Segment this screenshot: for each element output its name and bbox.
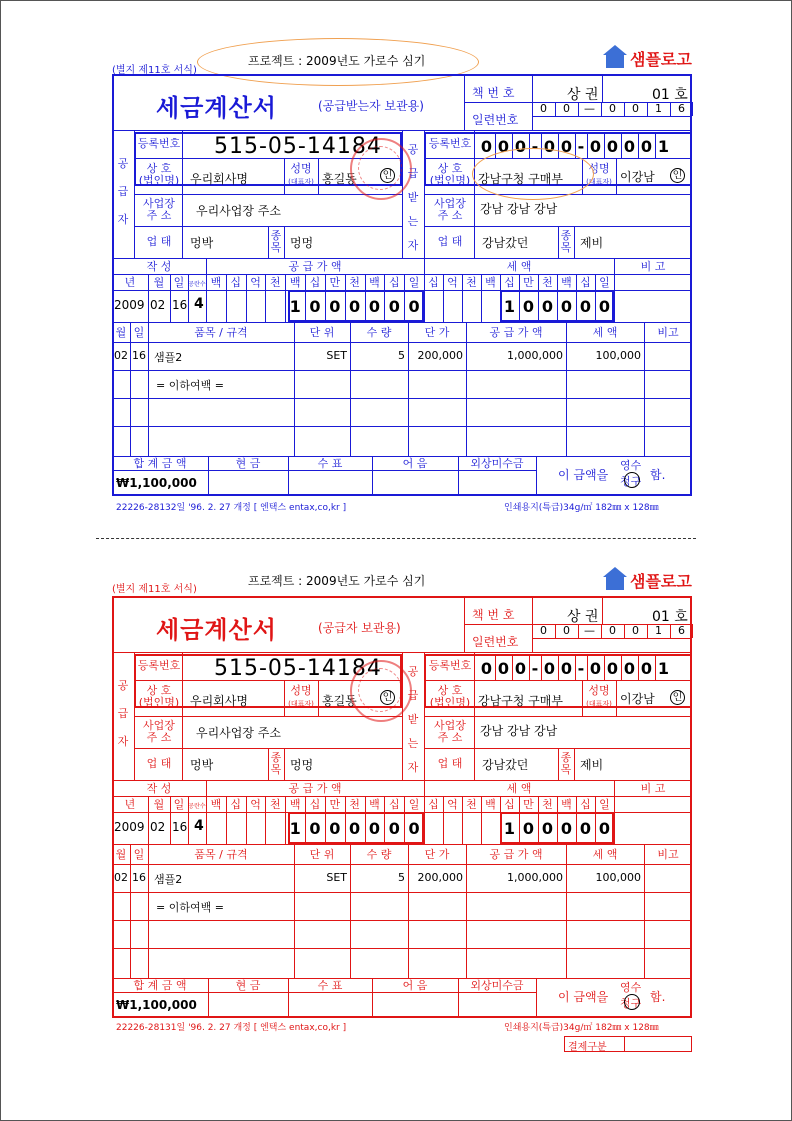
supply-digit: 0: [408, 819, 420, 838]
buyer-biz-item: 제비: [580, 236, 604, 250]
form-code: (별지 제11호 서식): [112, 584, 197, 595]
buyer-name: 강남구청 구매부: [478, 172, 563, 186]
serial-digit: —: [584, 102, 595, 115]
written-day: 16: [172, 820, 188, 834]
supplier-biz-item: 멍멍: [290, 236, 314, 250]
supply-digit: 0: [309, 819, 321, 838]
buyer-reg-digit: 0: [480, 137, 493, 156]
tax-digit: 1: [503, 297, 516, 316]
buyer-address: 강남 강남 강남: [480, 202, 558, 216]
supply-digit: 0: [368, 297, 381, 316]
buyer-reg-digit: 0: [497, 659, 510, 678]
tax-digit: 0: [522, 297, 535, 316]
item-day: 16: [132, 871, 146, 884]
buyer-reg-digit: 0: [589, 137, 602, 156]
footer-left: 22226-28132일 '96. 2. 27 개정 [ 엔택스 entax,co,kr ]: [116, 503, 347, 513]
serial-digit: 6: [678, 624, 685, 637]
payment-type-label: 결제구분: [568, 1042, 607, 1053]
tax-digit: 0: [579, 297, 592, 316]
buyer-reg-digit: 0: [543, 137, 556, 156]
buyer-reg-digit: 1: [657, 659, 670, 678]
receipt-text: 이 금액을: [558, 468, 609, 482]
written-year: 2009: [114, 820, 145, 834]
supplier-vertical-label: 공 급 자: [117, 679, 129, 748]
written-month: 02: [150, 820, 166, 834]
tax-digit: 0: [560, 297, 573, 316]
buyer-reg-digit: 0: [606, 137, 619, 156]
item-amount: 1,000,000: [507, 871, 563, 884]
copy-subtitle: (공급받는자 보관용): [318, 99, 424, 113]
supply-digit: 0: [388, 819, 400, 838]
item-price: 200,000: [417, 349, 463, 362]
tax-digit: 0: [541, 297, 554, 316]
supplier-biz-type: 멍박: [190, 236, 214, 250]
receipt-word-top: 영수: [620, 981, 642, 994]
tax-digit: 1: [503, 819, 516, 838]
supply-digit: 1: [289, 819, 301, 838]
receipt-text-end: 함.: [650, 990, 666, 1004]
supply-digit: 1: [289, 297, 301, 316]
footer-right: 인쇄용지(특급)34g/㎡ 182㎜ x 128㎜: [504, 503, 659, 513]
buyer-reg-digit: 0: [514, 659, 527, 678]
serial-digit: —: [584, 624, 595, 637]
serial-digit: 0: [540, 102, 547, 115]
logo-text: 샘플로고: [630, 572, 692, 591]
item-tax: 100,000: [595, 871, 641, 884]
supplier-address: 우리사업장 주소: [196, 726, 281, 740]
supply-digit: 0: [329, 297, 341, 316]
buyer-reg-digit: 0: [606, 659, 619, 678]
buyer-reg-digit: 0: [514, 137, 527, 156]
tax-digit: 0: [560, 819, 573, 838]
project-title: 프로젝트 : 2009년도 가로수 심기: [248, 574, 426, 588]
serial-digit: 0: [609, 624, 616, 637]
supply-digit: 0: [368, 819, 381, 838]
serial-digit: 0: [609, 102, 616, 115]
invoice-copy-supplier: 프로젝트 : 2009년도 가로수 심기 샘플로고 (별지 제11호 서식) 세금계산서 (공급자 보관용) 책 번 호 일련번호 상 권 01 호 0 0 — 0 0 1 6 공 급 자 등록번호 515-05-14184 상 호 (법인명) 우리회사명 성명 (대표자) 홍길동 인 사업장 주 소 우리사업장 주소 업 태 멍박 종 목 멍멍 공 급 받 는 자 등록번호 0 0 0 - 0 0 - 0 0 0 0 1 상 호 (법인명) 강남구청 구매부 성명 (대표자) 이강남 인 사업장 주 소 강남 강남 강남 업 태 강남갔던 종 목 제비 작 성 공 급 가 액 세 액 비 고 년 월 일 공란수 2009 02 16 4 백 십 억 천 백 1 십 0 만 0 천 0 백 0 십 0 일 0 십 억 천 백 십 1 만 0 천 0 백 0 십 0 일 0 월 일 품목 / 규격 단 위 수 량 단 가 공 급 가 액 세 액 비고 02 16 샘플2 SET 5 200,000 1,000,000 100,000 = 이하여백 = 합 계 금 액 현 금 수 표 어 음 외상미수금 ₩1,100,000 이 금액을 영수 청구 함. 22226-28131일 '96. 2. 27 개정 [ 엔택스 entax,co,kr ] 인쇄용지(특급)34g/㎡ 182㎜ x 128㎜ 결제구분: [112, 566, 692, 1056]
buyer-reg-digit: -: [577, 137, 585, 156]
receipt-word-bottom: 청구: [620, 997, 642, 1010]
serial-digit: 6: [678, 102, 685, 115]
buyer-reg-digit: -: [531, 137, 539, 156]
item-amount: 1,000,000: [507, 349, 563, 362]
buyer-vertical-label: 공 급 받 는 자: [407, 665, 419, 774]
footer-left: 22226-28131일 '96. 2. 27 개정 [ 엔택스 entax,co,kr ]: [116, 1023, 347, 1033]
serial-digit: 0: [563, 102, 570, 115]
item-unit: SET: [326, 349, 347, 362]
written-month: 02: [150, 298, 166, 312]
buyer-reg-digit: 0: [640, 659, 653, 678]
buyer-address: 강남 강남 강남: [480, 724, 558, 738]
tax-digit: 0: [579, 819, 592, 838]
supply-digit: 0: [408, 297, 420, 316]
supplier-biz-type: 멍박: [190, 758, 214, 772]
tax-digit: 0: [598, 819, 611, 838]
supplier-biz-item: 멍멍: [290, 758, 314, 772]
supplier-name: 우리회사명: [190, 172, 248, 186]
total-amount: ₩1,100,000: [116, 476, 197, 490]
receipt-text-end: 함.: [650, 468, 666, 482]
item-qty: 5: [398, 871, 405, 884]
project-title: 프로젝트 : 2009년도 가로수 심기: [248, 54, 426, 68]
supply-digit: 0: [349, 819, 361, 838]
buyer-biz-type: 강남갔던: [482, 236, 529, 250]
form-code: (별지 제11호 서식): [112, 65, 197, 76]
selected-circle-icon: [624, 472, 640, 488]
total-amount: ₩1,100,000: [116, 998, 197, 1012]
house-icon: [606, 54, 624, 68]
buyer-reg-digit: 0: [497, 137, 510, 156]
written-blank: 4: [194, 818, 204, 834]
supplier-name-label: 상 호 (법인명): [138, 162, 180, 187]
cut-line: [96, 538, 696, 539]
buyer-reg-digit: 0: [560, 659, 573, 678]
supplier-name: 우리회사명: [190, 694, 248, 708]
tax-digit: 0: [522, 819, 535, 838]
supply-digit: 0: [388, 297, 400, 316]
copy-subtitle: (공급자 보관용): [318, 621, 401, 635]
supplier-reg-no: 515-05-14184: [214, 134, 382, 159]
footer-right: 인쇄용지(특급)34g/㎡ 182㎜ x 128㎜: [504, 1023, 659, 1033]
invoice-copy-buyer: 프로젝트 : 2009년도 가로수 심기 샘플로고 (별지 제11호 서식) 세금계산서 (공급받는자 보관용) 책 번 호 일련번호 상 권 01 호 0 0 — 0 0 1 6 공 급 자 등록번호 515-05-14184 상 호 (법인명) 우리회사명 성명 (대표자) 홍길동 인 사업장 주 소 우리사업장 주소 업 태 멍박 종 목 멍멍 공 급 받 는 자 등록번호 0 0 0 - 0 0 - 0 0 0 0 1 상 호 (법인명) 강남구청 구매부 성명 (대표자) 이강남 인 사업장 주 소 강남 강남 강남 업 태 강남갔던 종 목 제비 작 성 공 급 가 액 세 액 비 고 년 월 일 공란수 2009 02 16 4 백 십 억 천 백 1 십 0 만 0 천 0 백 0 십 0 일 0 십 억 천 백 십 1 만 0 천 0 백 0 십 0 일 0 월 일 품목 / 규격 단 위 수 량 단 가 공 급 가 액 세 액 비고 02 16 샘플2 SET 5 200,000 1,000,000 100,000 = 이하여백 = 합 계 금 액 현 금 수 표 어 음 외상미수금 ₩1,100,000 이 금액을 영수 청구 함. 22226-28132일 '96. 2. 27 개정 [ 엔택스 entax,co,kr ] 인쇄용지(특급)34g/㎡ 182㎜ x 128㎜: [112, 44, 692, 514]
tax-digit: 0: [541, 819, 554, 838]
buyer-reg-digit: 0: [640, 137, 653, 156]
selected-circle-icon: [624, 994, 640, 1010]
item-day: 16: [132, 349, 146, 362]
supply-digit: 0: [309, 297, 321, 316]
supplier-vertical-label: 공 급 자: [117, 157, 129, 226]
invoice-title: 세금계산서: [156, 94, 277, 122]
item-name: = 이하여백 =: [156, 379, 224, 392]
written-day: 16: [172, 298, 188, 312]
supplier-reg-no: 515-05-14184: [214, 656, 382, 681]
buyer-reg-digit: 0: [589, 659, 602, 678]
buyer-reg-digit: 0: [623, 659, 636, 678]
buyer-reg-digit: 1: [657, 137, 670, 156]
supply-digit: 0: [349, 297, 361, 316]
item-month: 02: [114, 871, 128, 884]
receipt-word-top: 영수: [620, 459, 642, 472]
seal-mark: 인: [380, 168, 395, 183]
item-name: = 이하여백 =: [156, 901, 224, 914]
written-year: 2009: [114, 298, 145, 312]
item-qty: 5: [398, 349, 405, 362]
buyer-reg-digit: 0: [560, 137, 573, 156]
receipt-text: 이 금액을: [558, 990, 609, 1004]
buyer-reg-digit: -: [531, 659, 539, 678]
item-month: 02: [114, 349, 128, 362]
serial-digit: 0: [540, 624, 547, 637]
item-name: 샘플2: [154, 873, 183, 886]
buyer-reg-digit: 0: [623, 137, 636, 156]
buyer-reg-digit: 0: [480, 659, 493, 678]
buyer-name: 강남구청 구매부: [478, 694, 563, 708]
serial-digit: 0: [632, 624, 639, 637]
buyer-ceo: 이강남: [620, 692, 655, 706]
item-name: 샘플2: [154, 351, 183, 364]
supply-digit: 0: [329, 819, 341, 838]
item-price: 200,000: [417, 871, 463, 884]
buyer-ceo: 이강남: [620, 170, 655, 184]
serial-digit: 0: [632, 102, 639, 115]
tax-digit: 0: [598, 297, 611, 316]
buyer-reg-digit: 0: [543, 659, 556, 678]
serial-digit: 0: [563, 624, 570, 637]
logo-text: 샘플로고: [630, 50, 692, 69]
supplier-ceo: 홍길동: [322, 172, 357, 186]
house-icon: [606, 576, 624, 590]
written-blank: 4: [194, 296, 204, 312]
buyer-biz-type: 강남갔던: [482, 758, 529, 772]
supplier-address: 우리사업장 주소: [196, 204, 281, 218]
serial-digit: 1: [655, 624, 662, 637]
item-tax: 100,000: [595, 349, 641, 362]
serial-digit: 1: [655, 102, 662, 115]
buyer-biz-item: 제비: [580, 758, 604, 772]
invoice-title: 세금계산서: [156, 616, 277, 644]
supplier-ceo: 홍길동: [322, 694, 357, 708]
buyer-vertical-label: 공 급 받 는 자: [407, 143, 419, 252]
item-unit: SET: [326, 871, 347, 884]
buyer-reg-digit: -: [577, 659, 585, 678]
receipt-word-bottom: 청구: [620, 475, 642, 488]
